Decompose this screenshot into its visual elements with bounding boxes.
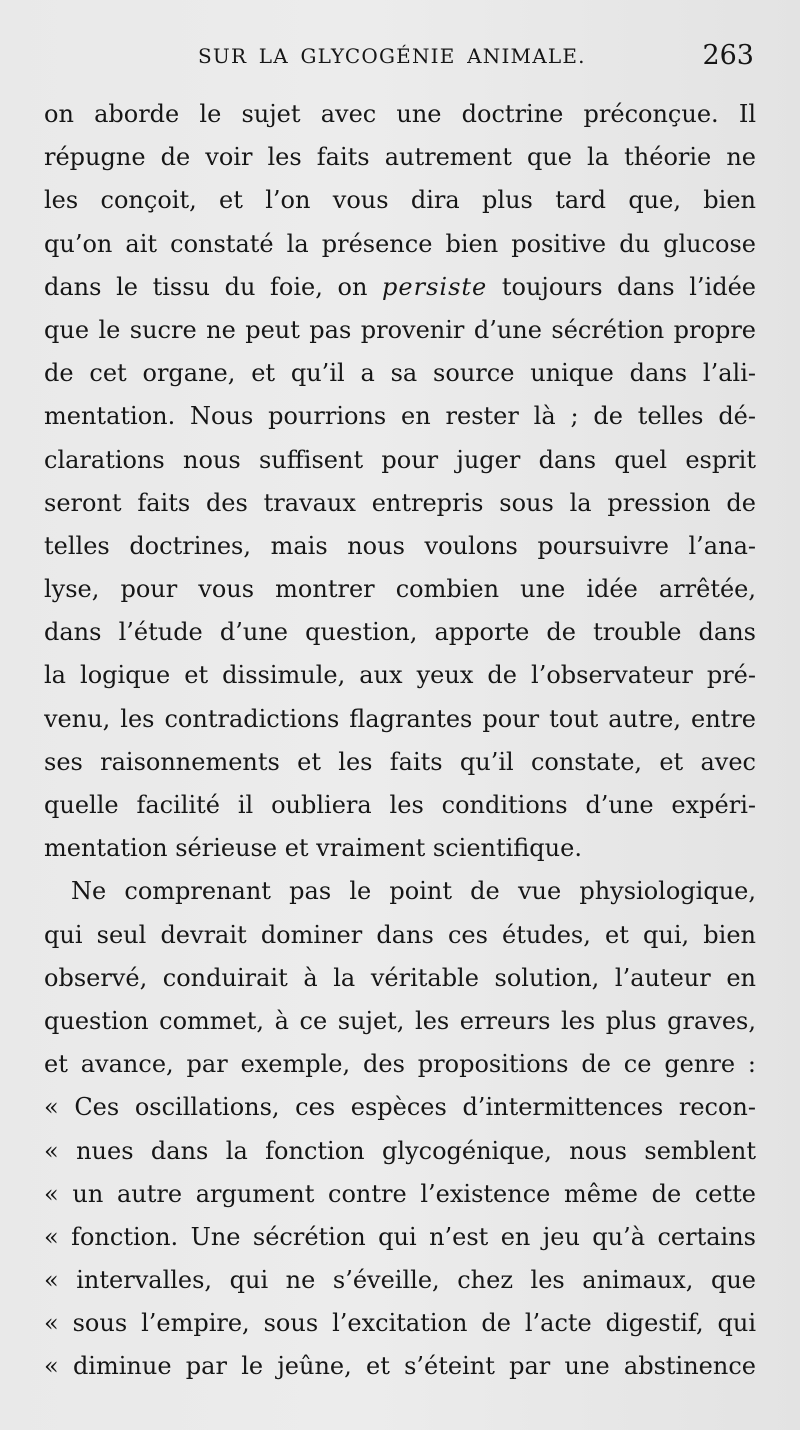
text-line: on aborde le sujet avec une doctrine préconçue. Il bbox=[44, 100, 756, 128]
text-line: que le sucre ne peut pas provenir d’une sécrétion propre bbox=[44, 315, 756, 344]
text-line: « nues dans la fonction glycogénique, nous semblent bbox=[44, 1136, 756, 1165]
text-line: et avance, par exemple, des propositions de ce genre : bbox=[44, 1050, 756, 1079]
text-line: les conçoit, et l’on vous dira plus tard que, bien bbox=[44, 186, 756, 215]
text-line: répugne de voir les faits autrement que la théorie ne bbox=[44, 143, 756, 172]
text-line: qui seul devrait dominer dans ces études, et qui, bien bbox=[44, 920, 756, 949]
text-line: « Ces oscillations, ces espèces d’intermittences recon- bbox=[44, 1093, 756, 1122]
text-line: ses raisonnements et les faits qu’il constate, et avec bbox=[44, 747, 756, 776]
running-title: SUR LA GLYCOGÉNIE ANIMALE. bbox=[198, 44, 586, 68]
text-line: « intervalles, qui ne s’éveille, chez les animaux, que bbox=[44, 1266, 756, 1295]
text-line: de cet organe, et qu’il a sa source unique dans l’ali- bbox=[44, 359, 756, 388]
text-line: « sous l’empire, sous l’excitation de l’acte digestif, qui bbox=[44, 1309, 756, 1338]
text-line: quelle facilité il oubliera les conditions d’une expéri- bbox=[44, 791, 756, 819]
text-line: dans le tissu du foie, on persiste toujours dans l’idée bbox=[44, 272, 756, 301]
text-line: « diminue par le jeûne, et s’éteint par une abstinence bbox=[44, 1352, 756, 1381]
text-line: seront faits des travaux entrepris sous la pression de bbox=[44, 488, 756, 517]
text-line: telles doctrines, mais nous voulons poursuivre l’ana- bbox=[44, 531, 756, 560]
text-line: observé, conduirait à la véritable solution, l’auteur en bbox=[44, 963, 756, 992]
text-line: qu’on ait constaté la présence bien positive du glucose bbox=[44, 229, 756, 258]
text-line: dans l’étude d’une question, apporte de trouble dans bbox=[44, 618, 756, 647]
page-number: 263 bbox=[702, 40, 754, 71]
text-line: question commet, à ce sujet, les erreurs les plus graves, bbox=[44, 1006, 756, 1035]
text-line: mentation sérieuse et vraiment scientifique. bbox=[44, 834, 582, 863]
text-line: « fonction. Une sécrétion qui n’est en jeu qu’à certains bbox=[44, 1222, 756, 1251]
text-line: clarations nous suffisent pour juger dans quel esprit bbox=[44, 445, 756, 474]
body-text bbox=[44, 93, 756, 1389]
text-line: Ne comprenant pas le point de vue physiologique, bbox=[71, 877, 756, 906]
text-line: mentation. Nous pourrions en rester là ; de telles dé- bbox=[44, 402, 756, 431]
text-line: venu, les contradictions flagrantes pour tout autre, entre bbox=[44, 704, 756, 733]
text-line: lyse, pour vous montrer combien une idée arrêtée, bbox=[44, 575, 756, 604]
running-head bbox=[0, 40, 800, 74]
text-line: « un autre argument contre l’existence même de cette bbox=[44, 1179, 756, 1208]
text-line: la logique et dissimule, aux yeux de l’observateur pré- bbox=[44, 661, 756, 690]
italic-word: persiste bbox=[382, 272, 488, 301]
